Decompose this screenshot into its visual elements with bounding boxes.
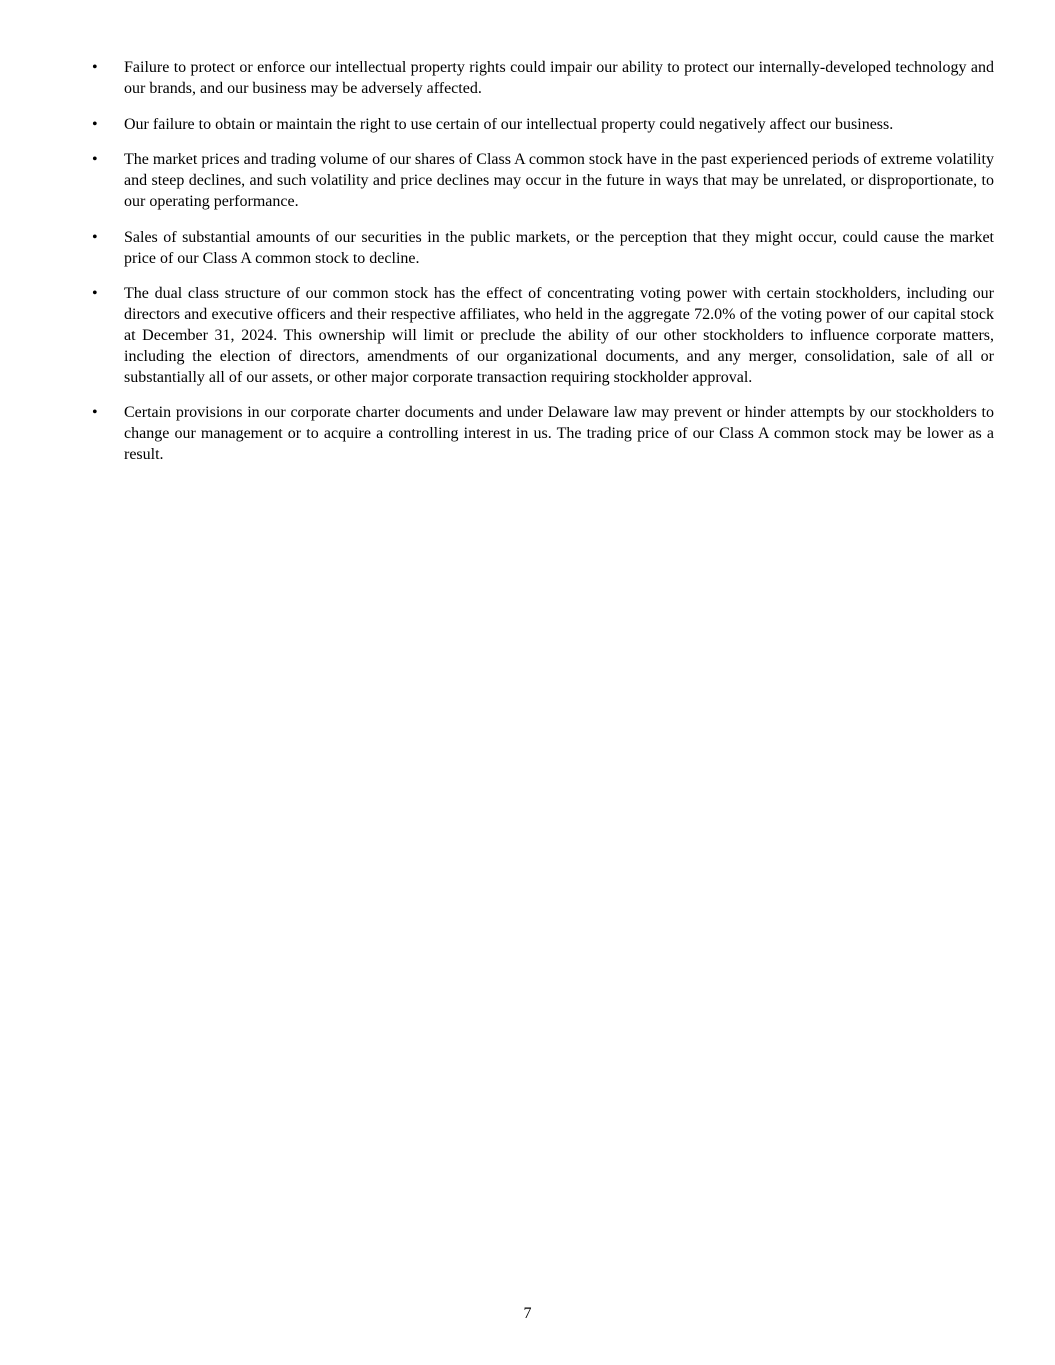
list-item-text: The dual class structure of our common stock has the effect of concentrating voting power with certain stockholders, including our directors and executive officers and their respective affiliates, who held in the aggregate 72.0% of the voting power of our capital stock at December 31, 2024. This ownership will limit or preclude the ability of our other stockholders to influence corporate matters, including the election of directors, amendments of our organizational documents, and any merger, consolidation, sale of all or substantially all of our assets, or other major corporate transaction requiring stockholder approval. [124,285,994,386]
list-item-text: Failure to protect or enforce our intellectual property rights could impair our ability to protect our internally-developed technology and our brands, and our business may be adversely affected. [124,59,994,97]
bullet-icon: • [92,151,98,169]
page-number: 7 [523,1305,532,1322]
bullet-icon: • [92,115,98,133]
list-item [90,284,994,388]
bullet-icon: • [92,285,98,303]
bullet-icon: • [92,59,98,76]
list-item [90,115,994,136]
bullet-icon: • [92,228,98,246]
list-item [90,150,994,212]
list-item [90,403,994,465]
list-item [90,228,994,270]
list-item [90,58,994,100]
list-item-text: Sales of substantial amounts of our securities in the public markets, or the perception that they might occur, could cause the market price of our Class A common stock to decline. [124,228,994,267]
list-item-text: Certain provisions in our corporate charter documents and under Delaware law may prevent or hinder attempts by our stockholders to change our management or to acquire a controlling interest in us. The trading price of our Class A common stock may be lower as a result. [124,404,994,463]
risk-factor-list [90,58,994,481]
list-item-text: Our failure to obtain or maintain the right to use certain of our intellectual property could negatively affect our business. [124,115,894,133]
bullet-icon: • [92,404,98,422]
list-item-text: The market prices and trading volume of our shares of Class A common stock have in the past experienced periods of extreme volatility and steep declines, and such volatility and price declines may occur in the future in ways that may be unrelated, or disproportionate, to our operating performance. [124,151,994,210]
